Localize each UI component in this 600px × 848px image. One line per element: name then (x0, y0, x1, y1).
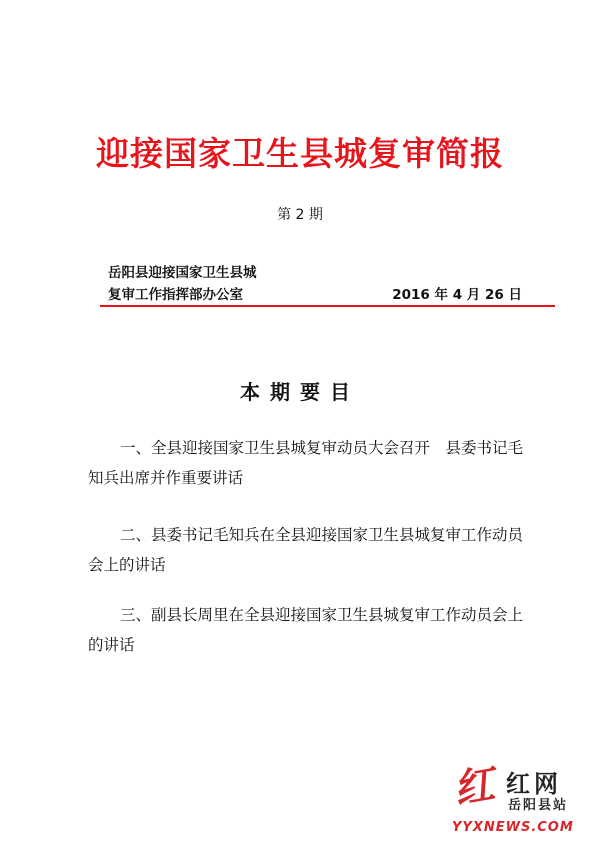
issuing-office-line-1: 岳阳县迎接国家卫生县城 (108, 265, 257, 281)
red-divider (100, 305, 555, 307)
watermark-brand: 红网 (506, 769, 562, 798)
issue-number: 第 2 期 (277, 207, 323, 223)
issuing-office (108, 262, 257, 306)
bulletin-title: 迎接国家卫生县城复审简报 (96, 134, 504, 173)
issuing-office-line-2: 复审工作指挥部办公室 (108, 287, 243, 303)
contents-item-1: 一、全县迎接国家卫生县城复审动员大会召开 县委书记毛知兵出席并作重要讲话 (88, 439, 524, 487)
contents-item-3: 三、副县长周里在全县迎接国家卫生县城复审工作动员会上的讲话 (88, 606, 524, 654)
watermark-site: 岳阳县站 (508, 798, 569, 813)
watermark-url: YYXNEWS.COM (452, 820, 574, 835)
contents-item-2: 二、县委书记毛知兵在全县迎接国家卫生县城复审工作动员会上的讲话 (88, 526, 524, 574)
watermark-logo-icon: 红 (450, 761, 498, 814)
issue-date: 2016 年 4 月 26 日 (392, 287, 522, 303)
section-heading: 本期要目 (240, 380, 360, 404)
site-watermark (452, 758, 592, 844)
